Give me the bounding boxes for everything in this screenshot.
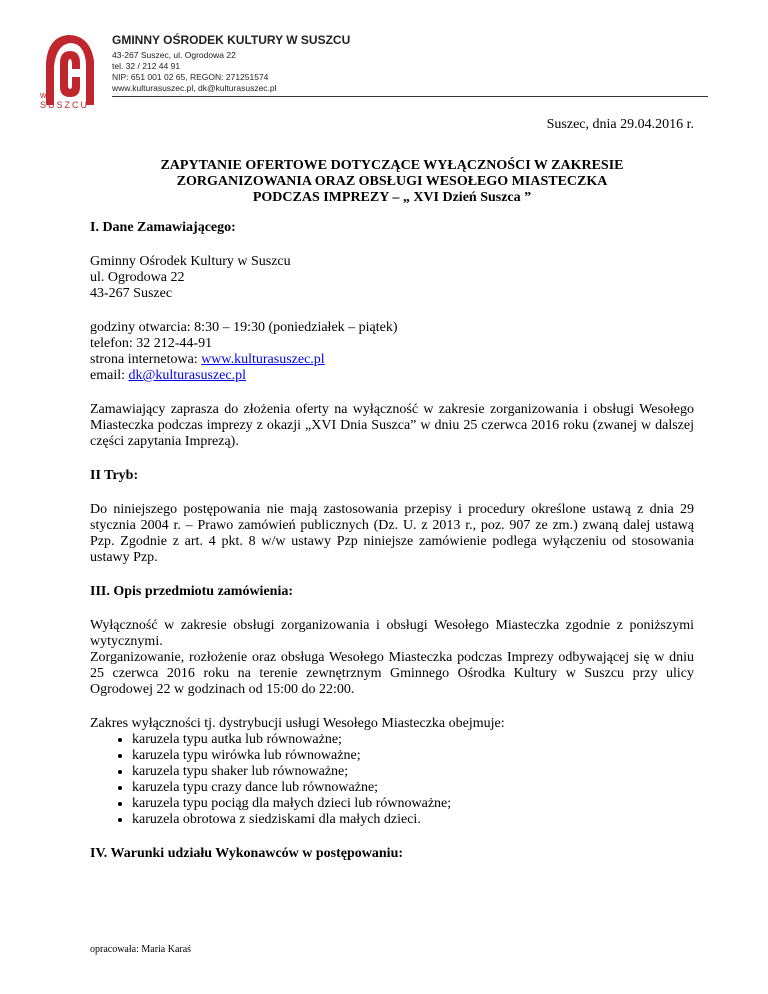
email-label: email:	[90, 368, 129, 383]
section-1-heading: I. Dane Zamawiającego:	[90, 220, 236, 235]
section-4-heading: IV. Warunki udziału Wykonawców w postępowaniu:	[90, 846, 404, 861]
orderer-city: 43-267 Suszec	[90, 286, 173, 301]
logo-subtitle: w SUSZCU	[40, 90, 90, 110]
orderer-name: Gminny Ośrodek Kultury w Suszcu	[90, 254, 291, 269]
org-ids: NIP: 651 001 02 65, REGON: 271251574	[112, 72, 269, 82]
list-item: • karuzela typu wirówka lub równoważne;	[132, 748, 694, 764]
list-item: • karuzela obrotowa z siedziskami dla małych dzieci.	[132, 812, 694, 828]
scope-intro: Zakres wyłączności tj. dystrybucji usługi Wesołego Miasteczka obejmuje:	[90, 716, 505, 731]
title-line-1: ZAPYTANIE OFERTOWE DOTYCZĄCE WYŁĄCZNOŚCI W ZAKRESIE	[160, 158, 624, 173]
org-web: www.kulturasuszec.pl, dk@kulturasuszec.pl	[112, 83, 277, 93]
orderer-contact	[90, 320, 694, 384]
document-date: Suszec, dnia 29.04.2016 r.	[546, 117, 694, 132]
list-item: • karuzela typu crazy dance lub równoważne;	[132, 780, 694, 796]
section-3-heading: III. Opis przedmiotu zamówienia:	[90, 584, 293, 599]
header-divider	[112, 96, 708, 97]
opening-hours: godziny otwarcia: 8:30 – 19:30 (poniedziałek – piątek)	[90, 320, 398, 335]
email-link[interactable]: dk@kulturasuszec.pl	[128, 368, 246, 383]
document-body	[90, 220, 694, 880]
section-2-heading: II Tryb:	[90, 468, 139, 483]
footer-author: opracowała: Maria Karaś	[90, 944, 192, 955]
list-item: • karuzela typu shaker lub równoważne;	[132, 764, 694, 780]
website-label: strona internetowa:	[90, 352, 202, 367]
section-3-paragraph	[90, 618, 694, 698]
list-item: • karuzela typu autka lub równoważne;	[132, 732, 694, 748]
orderer-address	[90, 254, 694, 302]
org-address: 43-267 Suszec, ul. Ogrodowa 22	[112, 50, 236, 60]
section-1-paragraph: Zamawiający zaprasza do złożenia oferty na wyłączność w zakresie zorganizowania i obsługi Wesołego Miasteczka podczas imprezy z okazji „XVI Dnia Suszca” w dniu 25 czerwca 2016 roku (zwanej w dalszej części zapytania Imprezą).	[90, 402, 694, 449]
scope-list	[90, 732, 694, 828]
section-2-paragraph: Do niniejszego postępowania nie mają zastosowania przepisy i procedury określone ustawą z dnia 29 stycznia 2004 r. – Prawo zamówień publicznych (Dz. U. z 2013 r., poz. 907 ze zm.) zwaną dalej ustawą Pzp. Zgodnie z art. 4 pkt. 8 w/w ustawy Pzp niniejsze zamówienie podlega wyłączeniu od stosowania ustawy Pzp.	[90, 502, 694, 565]
list-item: • karuzela typu pociąg dla małych dzieci lub równoważne;	[132, 796, 694, 812]
org-tel: tel. 32 / 212 44 91	[112, 61, 181, 71]
orderer-street: ul. Ogrodowa 22	[90, 270, 185, 285]
title-line-3: PODCZAS IMPREZY – „ XVI Dzień Suszca ”	[252, 190, 532, 205]
section-3-para-2: Zorganizowanie, rozłożenie oraz obsługa Wesołego Miasteczka podczas Imprezy odbywającej się w dniu 25 czerwca 2016 roku na terenie zewnętrznym Gminnego Ośrodka Kultury w Suszcu przy ulicy Ogrodowej 22 w godzinach od 15:00 do 22:00.	[90, 650, 694, 697]
phone: telefon: 32 212-44-91	[90, 336, 213, 351]
org-header	[112, 33, 350, 94]
website-link[interactable]: www.kulturasuszec.pl	[201, 352, 325, 367]
section-3-para-1: Wyłączność w zakresie obsługi zorganizowania i obsługi Wesołego Miasteczka zgodnie z poniższymi wytycznymi.	[90, 618, 694, 649]
org-name: GMINNY OŚRODEK KULTURY W SUSZCU	[112, 33, 351, 47]
title-line-2: ZORGANIZOWANIA ORAZ OBSŁUGI WESOŁEGO MIASTECZKA	[176, 174, 608, 189]
document-title	[90, 158, 694, 206]
